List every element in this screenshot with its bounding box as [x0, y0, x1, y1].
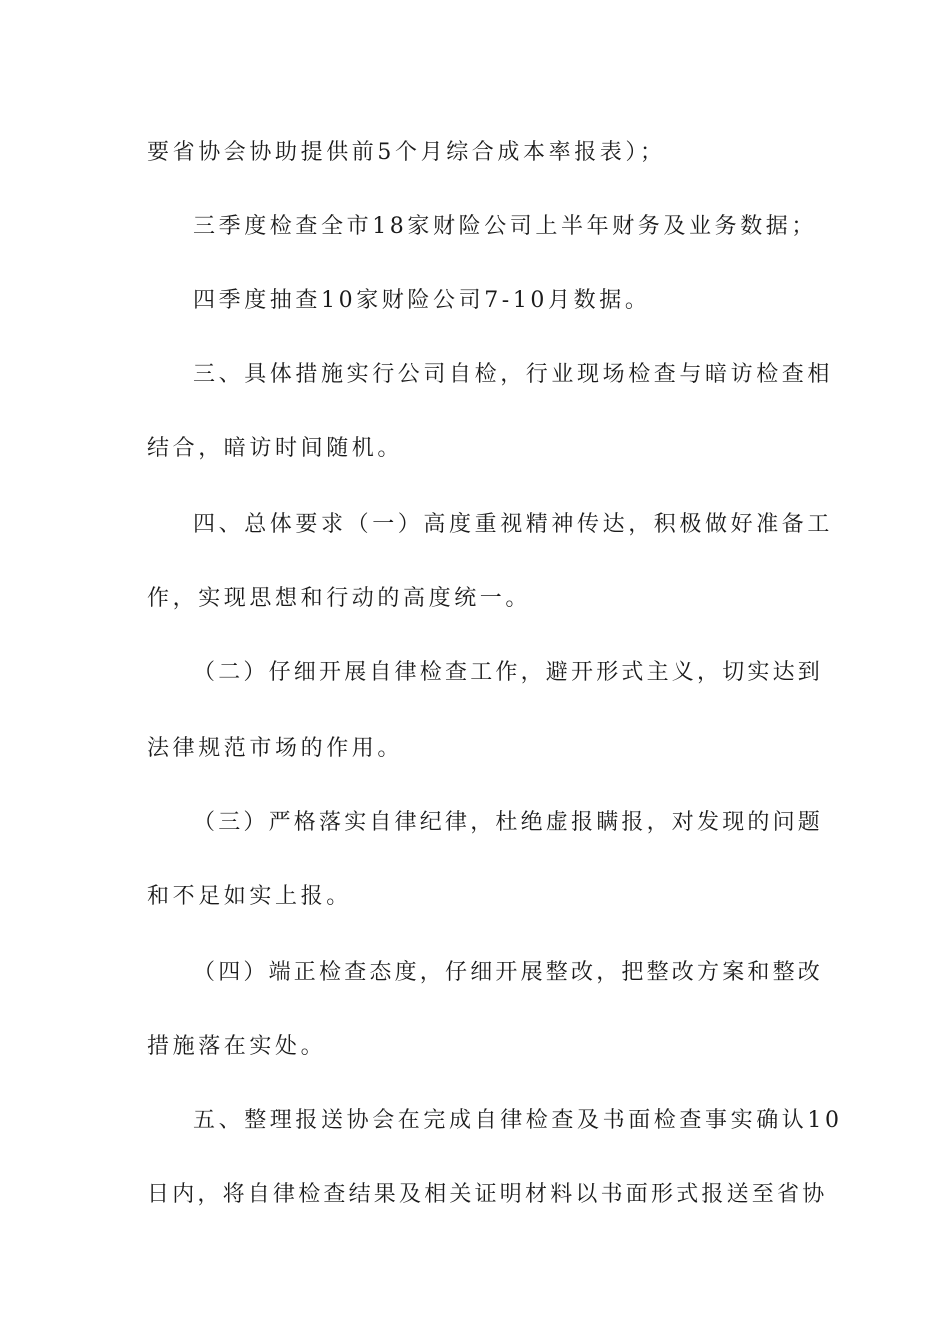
text-line-10: （三）严格落实自律纪律，杜绝虚报瞒报，对发现的问题 — [193, 810, 824, 835]
text-line-2: 三季度检查全市18家财险公司上半年财务及业务数据； — [193, 214, 817, 239]
text-line-15: 日内，将自律检查结果及相关证明材料以书面形式报送至省协 — [147, 1182, 828, 1207]
text-line-5: 结合，暗访时间随机。 — [147, 436, 404, 461]
text-line-3: 四季度抽查10家财险公司7-10月数据。 — [193, 288, 651, 313]
text-line-12: （四）端正检查态度，仔细开展整改，把整改方案和整改 — [193, 960, 824, 985]
text-line-1: 要省协会协助提供前5个月综合成本率报表）； — [147, 140, 666, 165]
text-line-7: 作，实现思想和行动的高度统一。 — [147, 586, 532, 611]
text-line-11: 和不足如实上报。 — [147, 884, 352, 909]
text-line-4: 三、具体措施实行公司自检，行业现场检查与暗访检查相 — [193, 362, 834, 387]
text-line-6: 四、总体要求（一）高度重视精神传达，积极做好准备工 — [193, 512, 834, 537]
text-line-13: 措施落在实处。 — [147, 1034, 327, 1059]
text-line-8: （二）仔细开展自律检查工作，避开形式主义，切实达到 — [193, 660, 824, 685]
text-line-14: 五、整理报送协会在完成自律检查及书面检查事实确认10 — [193, 1108, 843, 1133]
text-line-9: 法律规范市场的作用。 — [147, 736, 404, 761]
